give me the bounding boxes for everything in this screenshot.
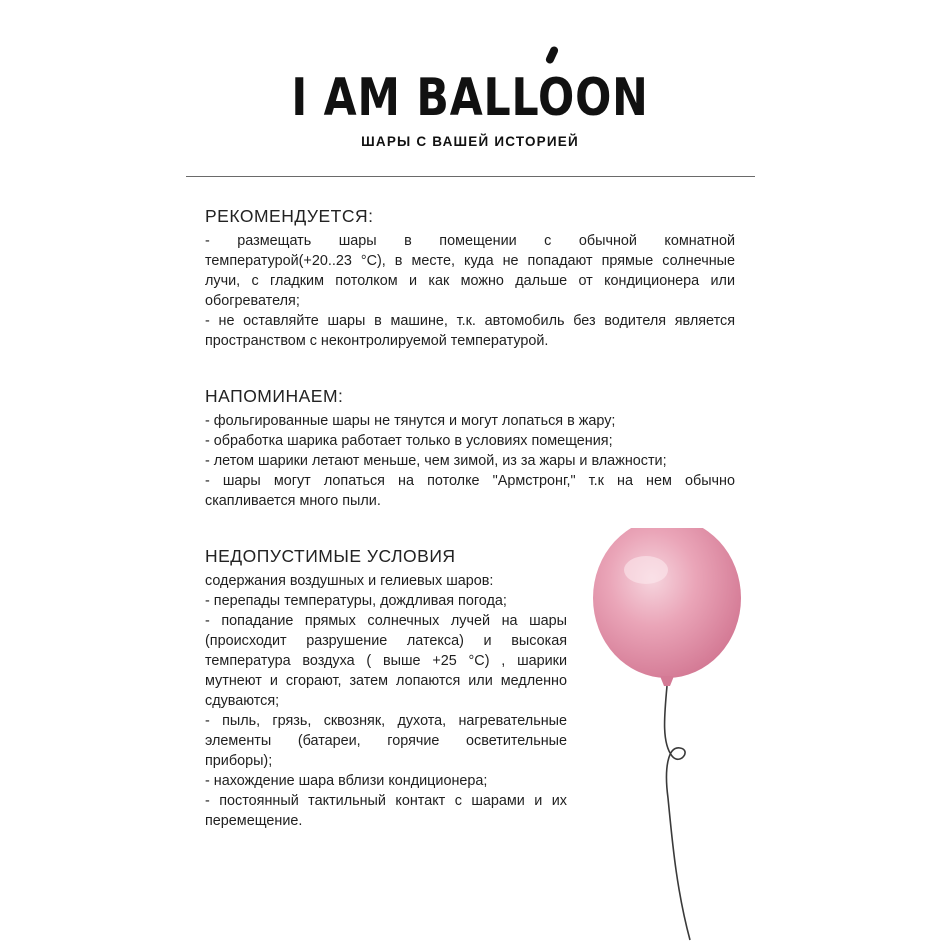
text-line: - попадание прямых солнечных лучей на шары <box>205 613 567 629</box>
balloon-body <box>593 528 741 678</box>
text-line: элементы (батареи, горячие осветительные <box>205 733 567 749</box>
text-line: (происходит разрушение латекса) и высокая <box>205 633 567 649</box>
section-reminder <box>205 385 735 511</box>
text-line: - постоянный тактильный контакт с шарами и их <box>205 793 567 809</box>
section-recommended <box>205 205 735 351</box>
text-line: температура воздуха ( выше +25 °С) , шарики <box>205 653 567 669</box>
text-line: обогревателя; <box>205 293 300 309</box>
text-line: лучи, с гладким потолком и как можно дальше от кондиционера или <box>205 273 735 289</box>
text-line: содержания воздушных и гелиевых шаров: <box>205 573 494 589</box>
text-line: сдуваются; <box>205 693 280 709</box>
text-line: перемещение. <box>205 813 303 829</box>
text-line: - фольгированные шары не тянутся и могут лопаться в жару; <box>205 413 616 429</box>
text-line: пространством с неконтролируемой температурой. <box>205 333 549 349</box>
text-line: скапливается много пыли. <box>205 493 381 509</box>
section-unacceptable-conditions <box>205 545 567 831</box>
text-line: - нахождение шара вблизи кондиционера; <box>205 773 488 789</box>
text-line: - шары могут лопаться на потолке "Армстронг," т.к на нем обычно <box>205 473 735 489</box>
text-line: мутнеют и сгорают, затем лопаются или медленно <box>205 673 567 689</box>
text-line: - перепады температуры, дождливая погода; <box>205 593 507 609</box>
text-line: - летом шарики летают меньше, чем зимой, из за жары и влажности; <box>205 453 667 469</box>
balloon-knot <box>660 676 674 686</box>
text-line: - пыль, грязь, сквозняк, духота, нагревательные <box>205 713 567 729</box>
logo-accent-mark <box>545 45 560 65</box>
text-line: приборы); <box>205 753 273 769</box>
text-line: - обработка шарика работает только в условиях помещения; <box>205 433 613 449</box>
header-divider <box>186 176 755 177</box>
pink-balloon-icon <box>588 528 750 941</box>
section-heading: РЕКОМЕНДУЕТСЯ: <box>205 206 374 226</box>
text-line: - размещать шары в помещении с обычной комнатной <box>205 233 735 249</box>
text-line: температурой(+20..23 °С), в месте, куда не попадают прямые солнечные <box>205 253 735 269</box>
brand-tagline: ШАРЫ С ВАШЕЙ ИСТОРИЕЙ <box>361 134 579 149</box>
balloon-string <box>665 686 690 940</box>
text-line: - не оставляйте шары в машине, т.к. автомобиль без водителя является <box>205 313 735 329</box>
section-heading: НАПОМИНАЕМ: <box>205 386 344 406</box>
section-heading: НЕДОПУСТИМЫЕ УСЛОВИЯ <box>205 546 456 566</box>
brand-logo: I AM BALLOON <box>291 68 649 128</box>
balloon-highlight <box>624 556 668 584</box>
